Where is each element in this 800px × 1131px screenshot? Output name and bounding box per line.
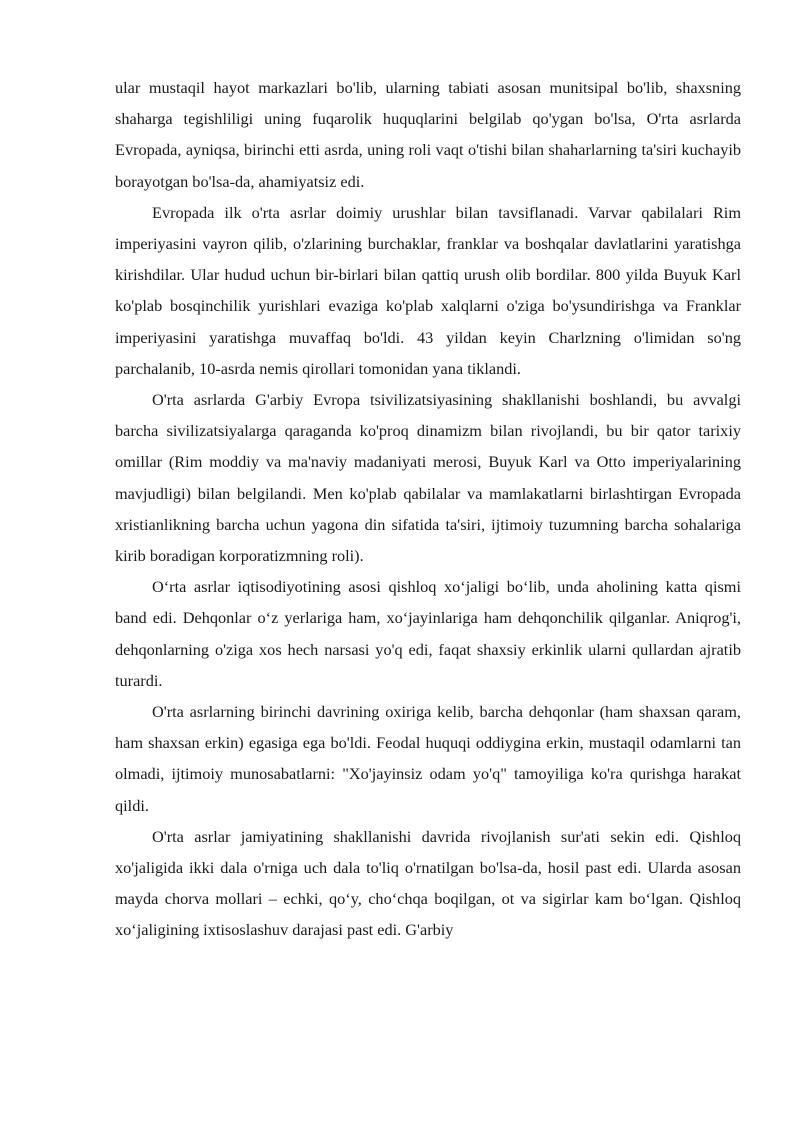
document-page [115, 72, 741, 946]
paragraph: O‘rta asrlar iqtisodiyotining asosi qishloq xo‘jaligi bo‘lib, unda aholining katta qismi band edi. Dehqonlar o‘z yerlariga ham, xo‘jayinlariga ham dehqonchilik qilganlar. Aniqrog'i, dehqonlarning o'ziga xos hech narsasi yo'q edi, faqat shaxsiy erkinlik ularni qullardan ajratib turardi. [115, 577, 741, 690]
paragraph: O'rta asrlarda G'arbiy Evropa tsivilizatsiyasining shakllanishi boshlandi, bu avvalgi barcha sivilizatsiyalarga qaraganda ko'proq dinamizm bilan rivojlandi, bu bir qator tarixiy omillar (Rim moddiy va ma'naviy madaniyati merosi, Buyuk Karl va Otto imperiyalarining mavjudligi) bilan belgilandi. Men ko'plab qabilalar va mamlakatlarni birlashtirgan Evropada xristianlikning barcha uchun yagona din sifatida ta'siri, ijtimoiy tuzumning barcha sohalariga kirib boradigan korporatizmning roli). [115, 390, 741, 566]
paragraph: Evropada ilk o'rta asrlar doimiy urushlar bilan tavsiflanadi. Varvar qabilalari Rim imperiyasini vayron qilib, o'zlarining burchaklar, franklar va boshqalar davlatlarini yaratishga kirishdilar. Ular hudud uchun bir-birlari bilan qattiq urush olib bordilar. 800 yilda Buyuk Karl ko'plab bosqinchilik yurishlari evaziga ko'plab xalqlarni o'ziga bo'ysundirishga va Franklar imperiyasini yaratishga muvaffaq bo'ldi. 43 yildan keyin Charlzning o'limidan so'ng parchalanib, 10-asrda nemis qirollari tomonidan yana tiklandi. [115, 202, 741, 378]
paragraph: ular mustaqil hayot markazlari bo'lib, ularning tabiati asosan munitsipal bo'lib, shaxsning shaharga tegishliligi uning fuqarolik huquqlarini belgilab qo'ygan bo'lsa, O'rta asrlarda Evropada, ayniqsa, birinchi etti asrda, uning roli vaqt o'tishi bilan shaharlarning ta'siri kuchayib borayotgan bo'lsa-da, ahamiyatsiz edi. [115, 78, 741, 191]
paragraph: O'rta asrlarning birinchi davrining oxiriga kelib, barcha dehqonlar (ham shaxsan qaram, ham shaxsan erkin) egasiga ega bo'ldi. Feodal huquqi oddiygina erkin, mustaqil odamlarni tan olmadi, ijtimoiy munosabatlarni: "Xo'jayinsiz odam yo'q" tamoyiliga ko'ra qurishga harakat qildi. [115, 702, 741, 815]
paragraph: O'rta asrlar jamiyatining shakllanishi davrida rivojlanish sur'ati sekin edi. Qishloq xo'jaligida ikki dala o'rniga uch dala to'liq o'rnatilgan bo'lsa-da, hosil past edi. Ularda asosan mayda chorva mollari – echki, qo‘y, cho‘chqa boqilgan, ot va sigirlar kam bo‘lgan. Qishloq xo‘jaligining ixtisoslashuv darajasi past edi. G'arbiy [115, 826, 741, 940]
